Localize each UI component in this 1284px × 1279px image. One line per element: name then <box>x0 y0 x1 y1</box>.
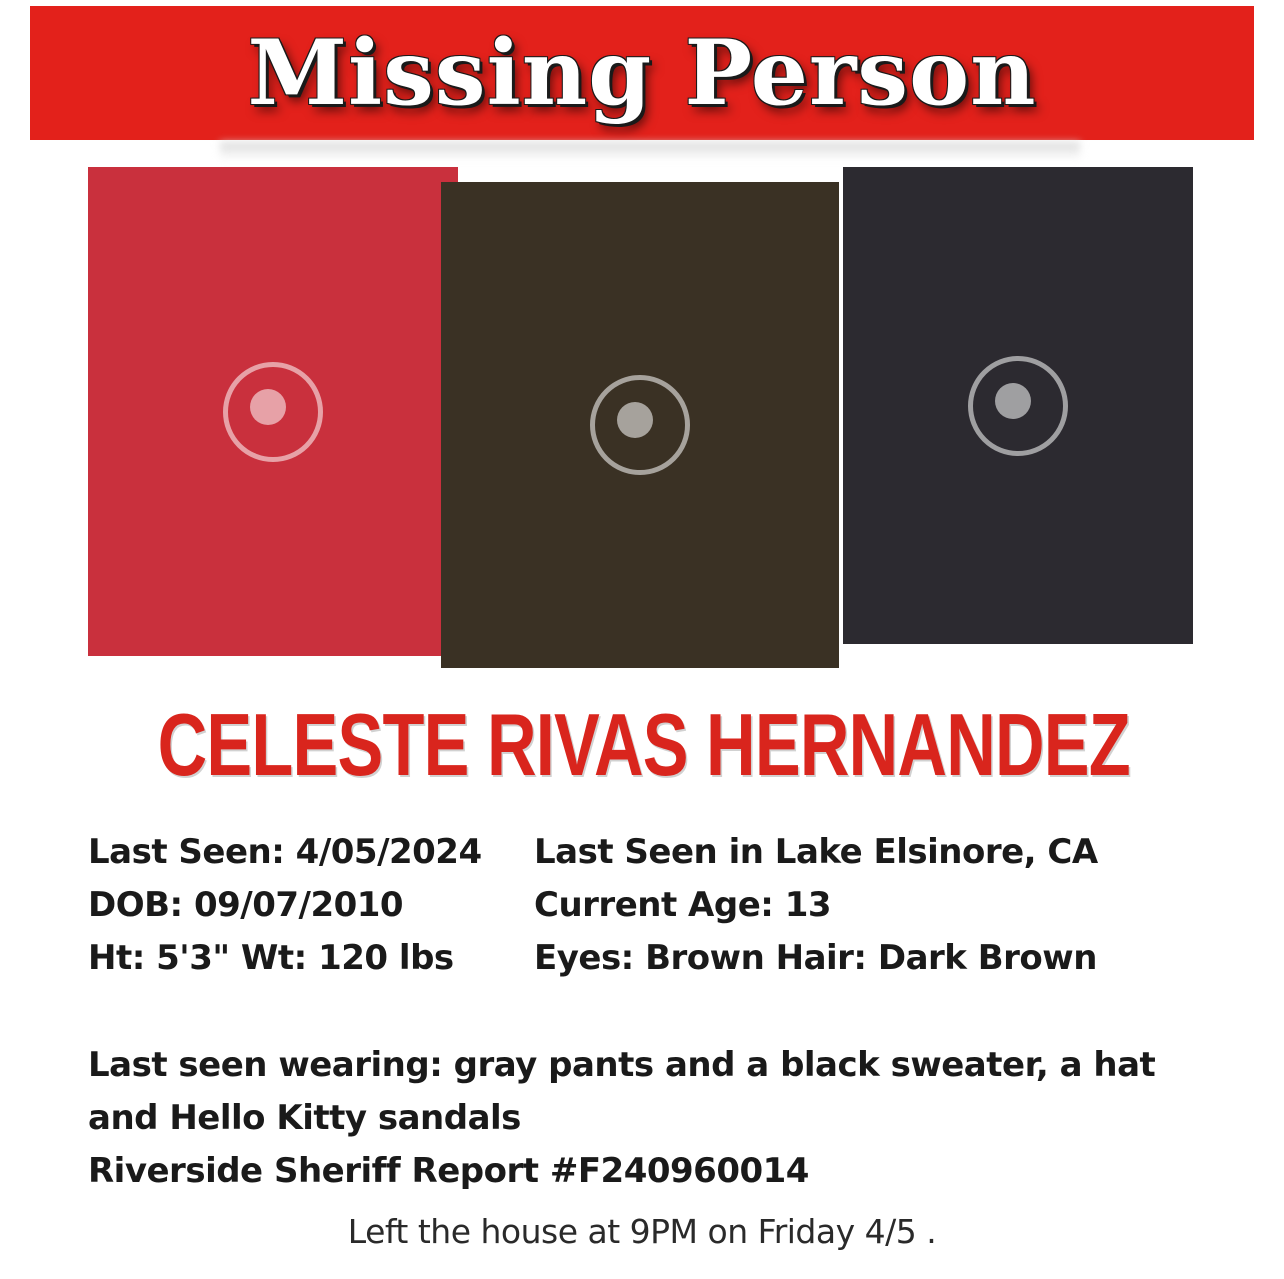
photo-placeholder-icon <box>223 362 323 462</box>
photo-left <box>88 167 458 656</box>
clothing-line-1: Last seen wearing: gray pants and a black sweater, a hat <box>88 1045 1156 1085</box>
height-weight: Ht: 5'3" Wt: 120 lbs <box>88 938 454 978</box>
photo-center <box>441 182 839 668</box>
photo-placeholder-icon <box>968 356 1068 456</box>
date-of-birth: DOB: 09/07/2010 <box>88 885 404 925</box>
current-age: Current Age: 13 <box>534 885 832 925</box>
banner-shadow <box>220 142 1080 160</box>
photo-placeholder-icon <box>590 375 690 475</box>
clothing-line-2: and Hello Kitty sandals <box>88 1098 521 1138</box>
footer-note: Left the house at 9PM on Friday 4/5 . <box>347 1212 937 1251</box>
last-seen-place: Last Seen in Lake Elsinore, CA <box>534 832 1098 872</box>
sheriff-report: Riverside Sheriff Report #F240960014 <box>88 1151 809 1191</box>
photo-right <box>843 167 1193 644</box>
person-name: CELESTE RIVAS HERNANDEZ <box>157 695 1130 794</box>
flyer-title: Missing Person <box>247 20 1037 126</box>
eyes-hair: Eyes: Brown Hair: Dark Brown <box>534 938 1097 978</box>
title-banner <box>30 6 1254 140</box>
last-seen-date: Last Seen: 4/05/2024 <box>88 832 482 872</box>
